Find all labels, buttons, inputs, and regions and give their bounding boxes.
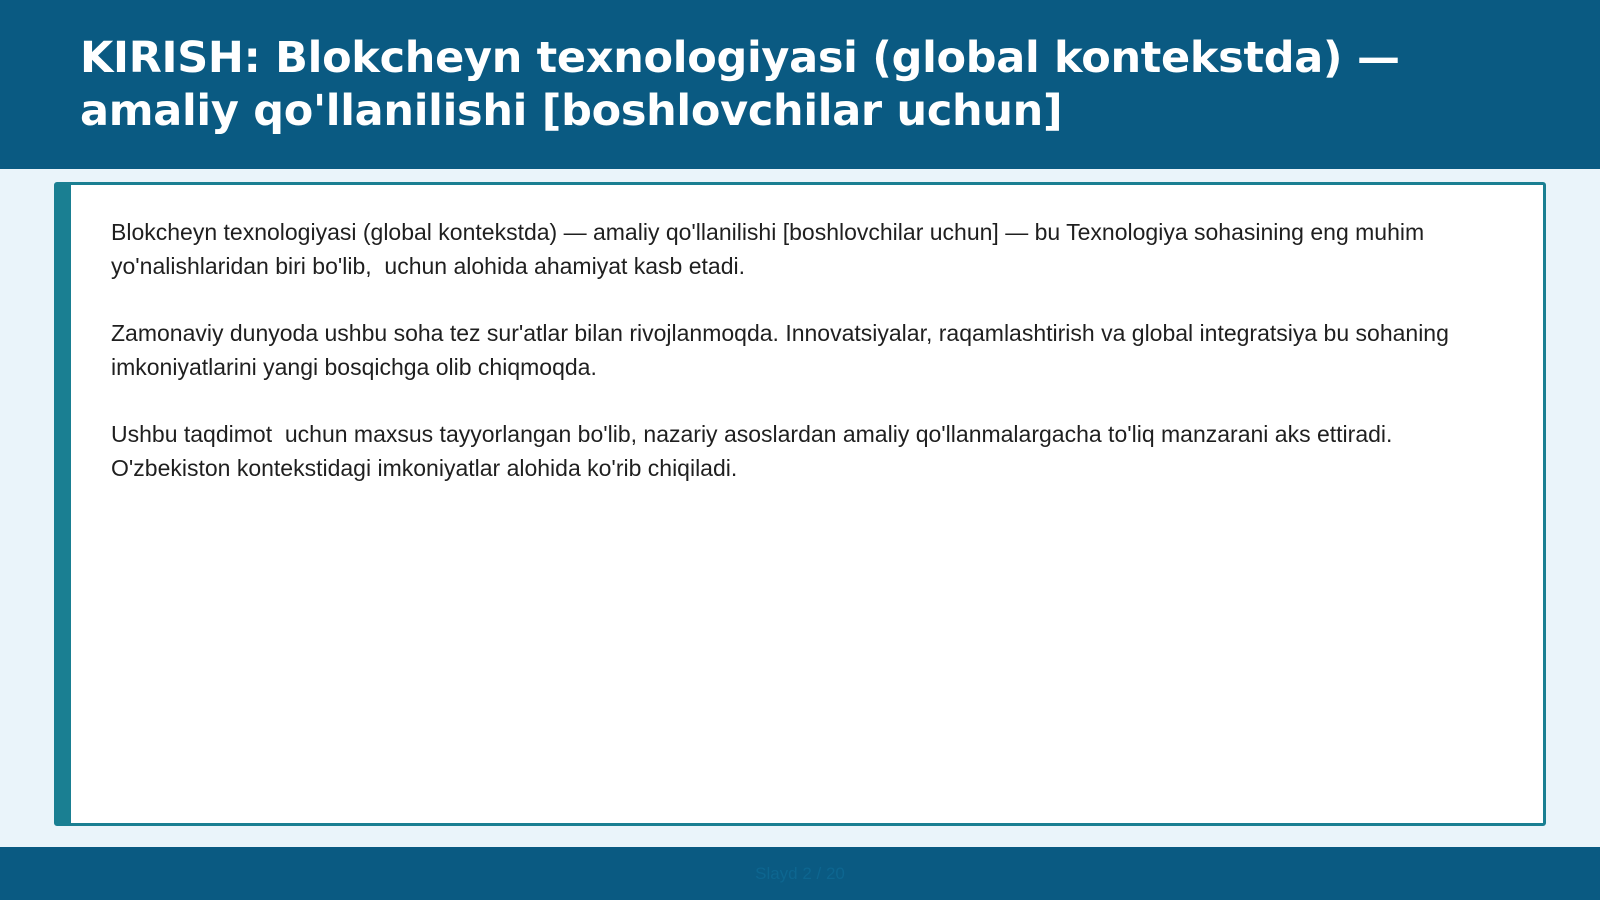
content-card	[54, 182, 1546, 826]
slide-footer	[0, 847, 1600, 900]
paragraph-modern-world: Zamonaviy dunyoda ushbu soha tez sur'atlar bilan rivojlanmoqda. Innovatsiyalar, raqamlashtirish va global integratsiya bu sohaning imkoniyatlarini yangi bosqichga olib chiqmoqda.	[111, 320, 1456, 380]
paragraph-intro: Blokcheyn texnologiyasi (global kontekstda) — amaliy qo'llanilishi [boshlovchilar uchun] — bu Texnologiya sohasining eng muhim yo'nalishlaridan biri bo'lib, uchun alohida ahamiyat kasb etadi.	[111, 219, 1431, 279]
content-body	[111, 215, 1481, 518]
slide-number: Slayd 2 / 20	[755, 864, 845, 883]
slide-title: KIRISH: Blokcheyn texnologiyasi (global kontekstda) — amaliy qo'llanilishi [boshlovchilar uchun]	[80, 33, 1400, 136]
slide-header	[0, 0, 1600, 169]
paragraph-presentation-scope: Ushbu taqdimot uchun maxsus tayyorlangan bo'lib, nazariy asoslardan amaliy qo'llanmalargacha to'liq manzarani aks ettiradi. O'zbekiston kontekstidagi imkoniyatlar alohida ko'rib chiqiladi.	[111, 421, 1399, 481]
